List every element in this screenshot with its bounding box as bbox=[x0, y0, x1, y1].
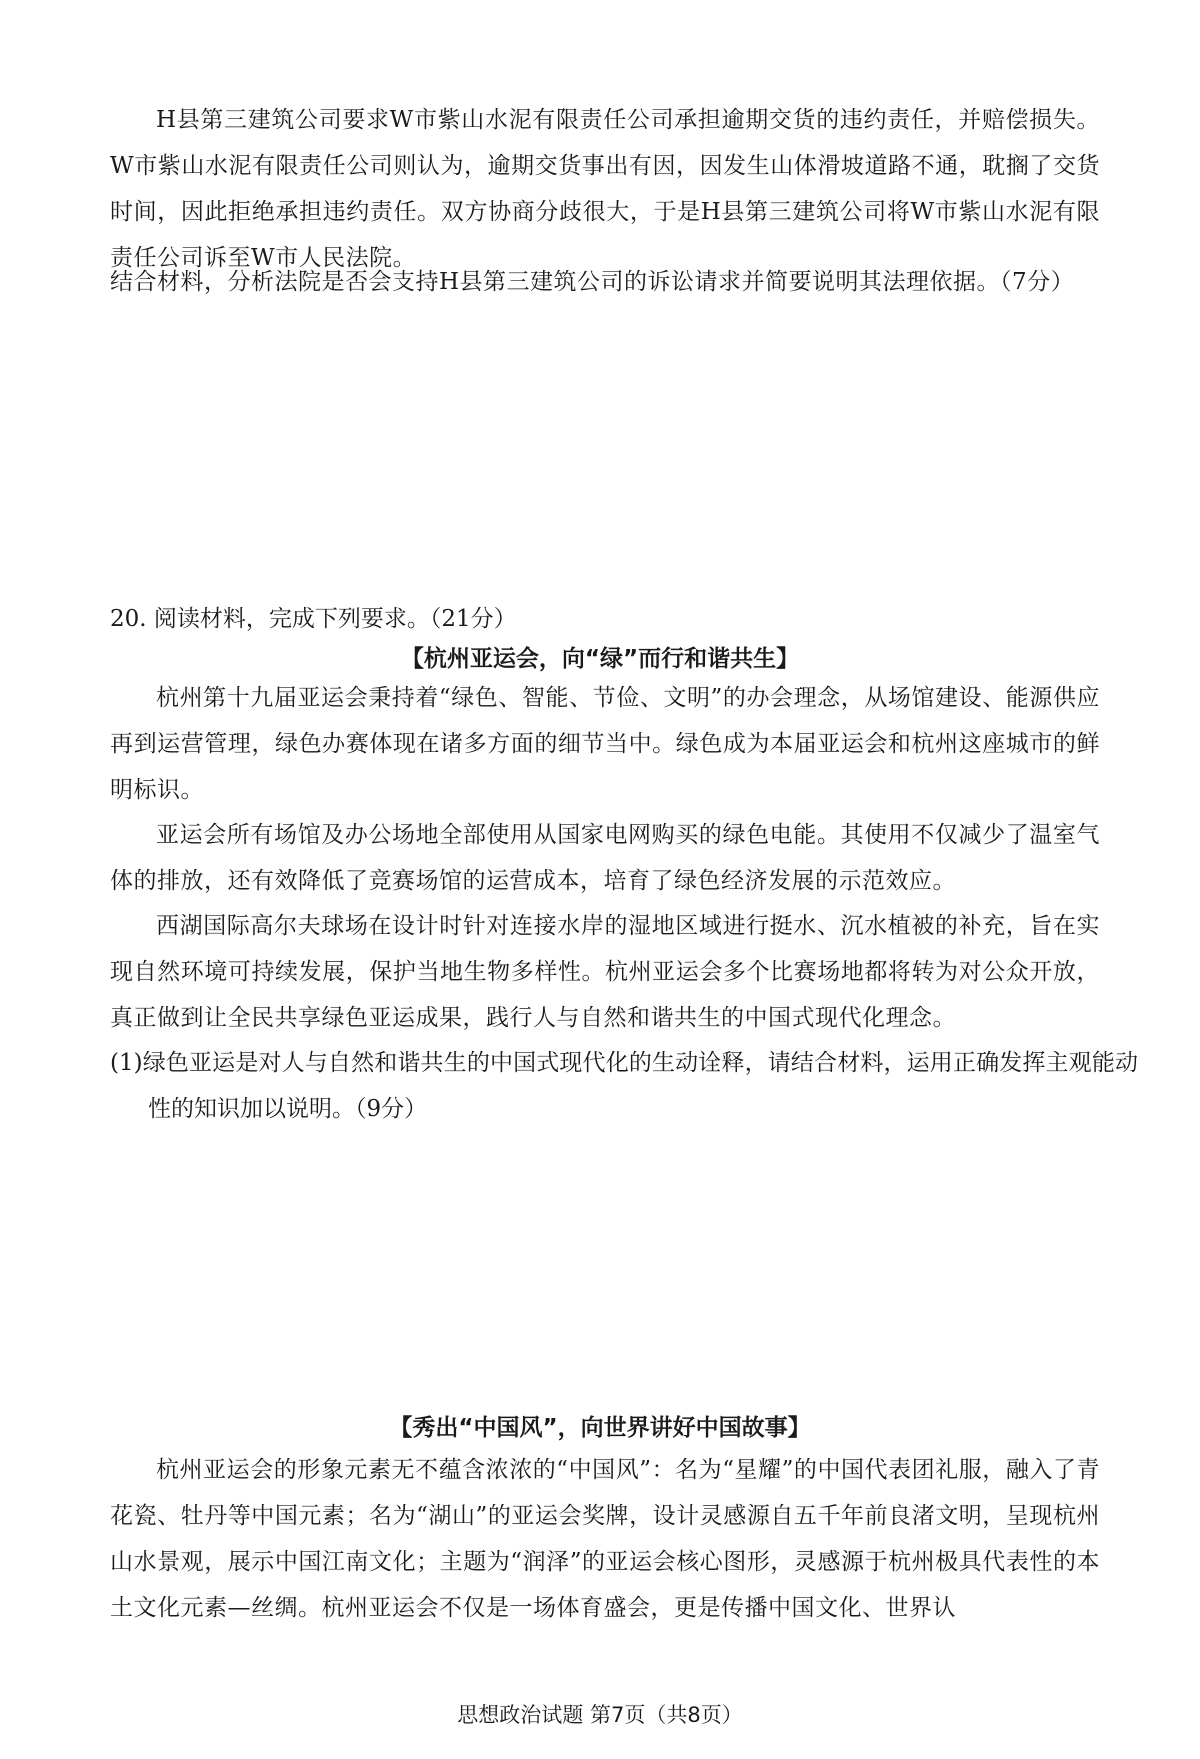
section1-paragraph-1: 杭州第十九届亚运会秉持着“绿色、智能、节俭、文明”的办会理念，从场馆建设、能源供应再到运营管理，绿色办赛体现在诸多方面的细节当中。绿色成为本届亚运会和杭州这座城市的鲜明标识。 bbox=[110, 685, 1100, 803]
q19-question: 结合材料，分析法院是否会支持H县第三建筑公司的诉讼请求并简要说明其法理依据。（7分） bbox=[110, 269, 1075, 295]
section-title-green-asian-games: 【杭州亚运会，向“绿”而行和谐共生】 bbox=[400, 646, 800, 672]
page-footer: 思想政治试题 第7页（共8页） bbox=[457, 1703, 743, 1727]
section1-paragraph-3: 西湖国际高尔夫球场在设计时针对连接水岸的湿地区域进行挺水、沉水植被的补充，旨在实现自然环境可持续发展，保护当地生物多样性。杭州亚运会多个比赛场地都将转为对公众开放，真正做到让全民共享绿色亚运成果，践行人与自然和谐共生的中国式现代化理念。 bbox=[110, 913, 1100, 1031]
sub-question-1: (1)绿色亚运是对人与自然和谐共生的中国式现代化的生动诠释，请结合材料，运用正确发挥主观能动性的知识加以说明。（9分） bbox=[110, 1050, 1138, 1122]
section2-paragraph: 杭州亚运会的形象元素无不蕴含浓浓的“中国风”：名为“星耀”的中国代表团礼服，融入了青花瓷、牡丹等中国元素；名为“湖山”的亚运会奖牌，设计灵感源自五千年前良渚文明，呈现杭州山水景观，展示中国江南文化；主题为“润泽”的亚运会核心图形，灵感源于杭州极具代表性的本土文化元素—丝绸。杭州亚运会不仅是一场体育盛会，更是传播中国文化、世界认 bbox=[110, 1457, 1100, 1621]
section-title-chinese-style: 【秀出“中国风”，向世界讲好中国故事】 bbox=[389, 1415, 811, 1441]
q20-heading: 20. 阅读材料，完成下列要求。（21分） bbox=[110, 606, 517, 632]
section1-paragraph-2: 亚运会所有场馆及办公场地全部使用从国家电网购买的绿色电能。其使用不仅减少了温室气体的排放，还有效降低了竞赛场馆的运营成本，培育了绿色经济发展的示范效应。 bbox=[110, 822, 1100, 894]
q19-material-paragraph: H县第三建筑公司要求W市紫山水泥有限责任公司承担逾期交货的违约责任，并赔偿损失。W市紫山水泥有限责任公司则认为，逾期交货事出有因，因发生山体滑坡道路不通，耽搁了交货时间，因此拒绝承担违约责任。双方协商分歧很大，于是H县第三建筑公司将W市紫山水泥有限责任公司诉至W市人民法院。 bbox=[110, 107, 1100, 271]
